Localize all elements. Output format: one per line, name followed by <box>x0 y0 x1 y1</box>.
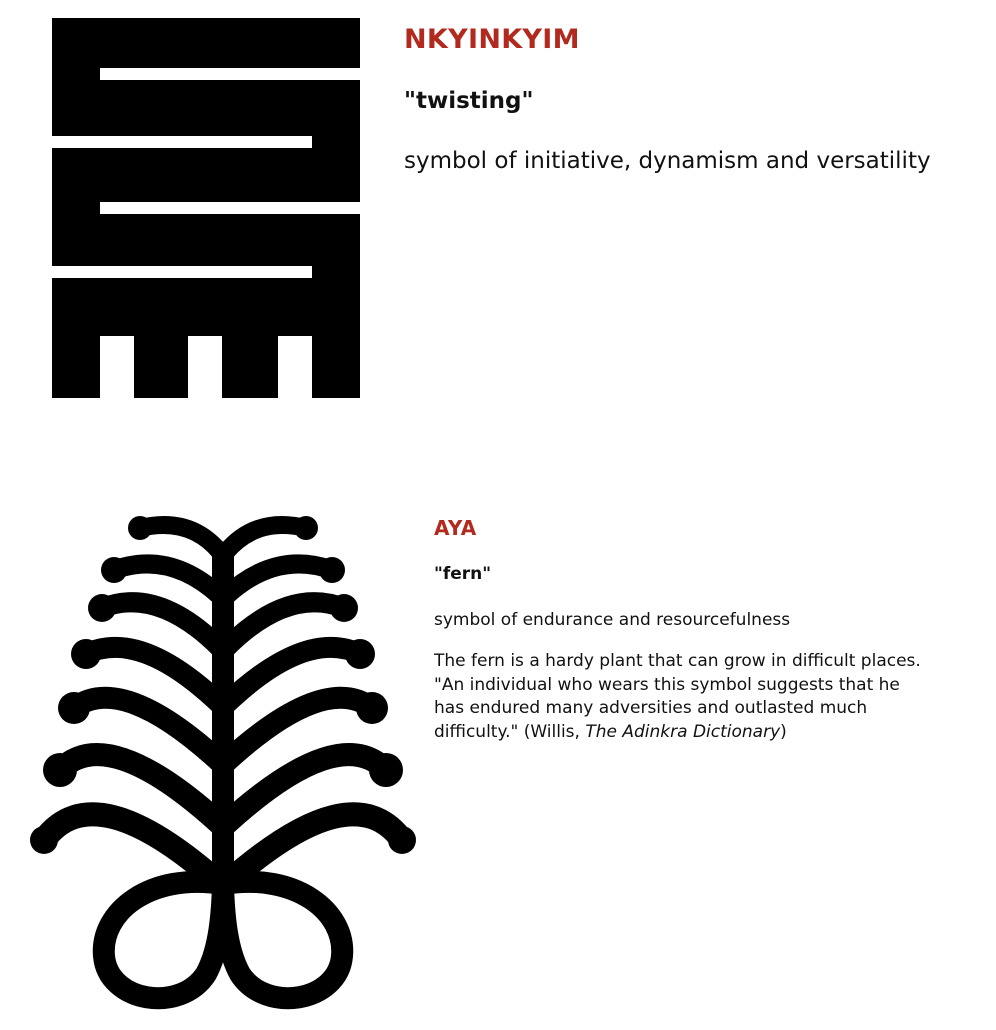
symbol-symbolism: symbol of endurance and resourcefulness <box>434 610 791 630</box>
symbol-symbolism: symbol of initiative, dynamism and versatility <box>404 148 931 174</box>
symbol-meaning: "twisting" <box>404 88 534 114</box>
symbol-name: NKYINKYIM <box>404 24 580 55</box>
nkyinkyim-entry <box>404 22 989 176</box>
symbol-meaning: "fern" <box>434 564 492 584</box>
symbol-description <box>434 650 924 744</box>
symbol-name: AYA <box>434 516 477 540</box>
description-closing: ) <box>780 721 787 742</box>
nkyinkyim-symbol-icon <box>52 18 360 398</box>
book-title: The Adinkra Dictionary <box>585 721 781 742</box>
aya-fern-symbol-icon <box>30 512 416 1018</box>
aya-entry <box>434 514 934 744</box>
description-text: The fern is a hardy plant that can grow in difficult places. "An individual who wears this symbol suggests that he has endured many adversities and outlasted much difficulty." (Willis, <box>434 651 921 742</box>
